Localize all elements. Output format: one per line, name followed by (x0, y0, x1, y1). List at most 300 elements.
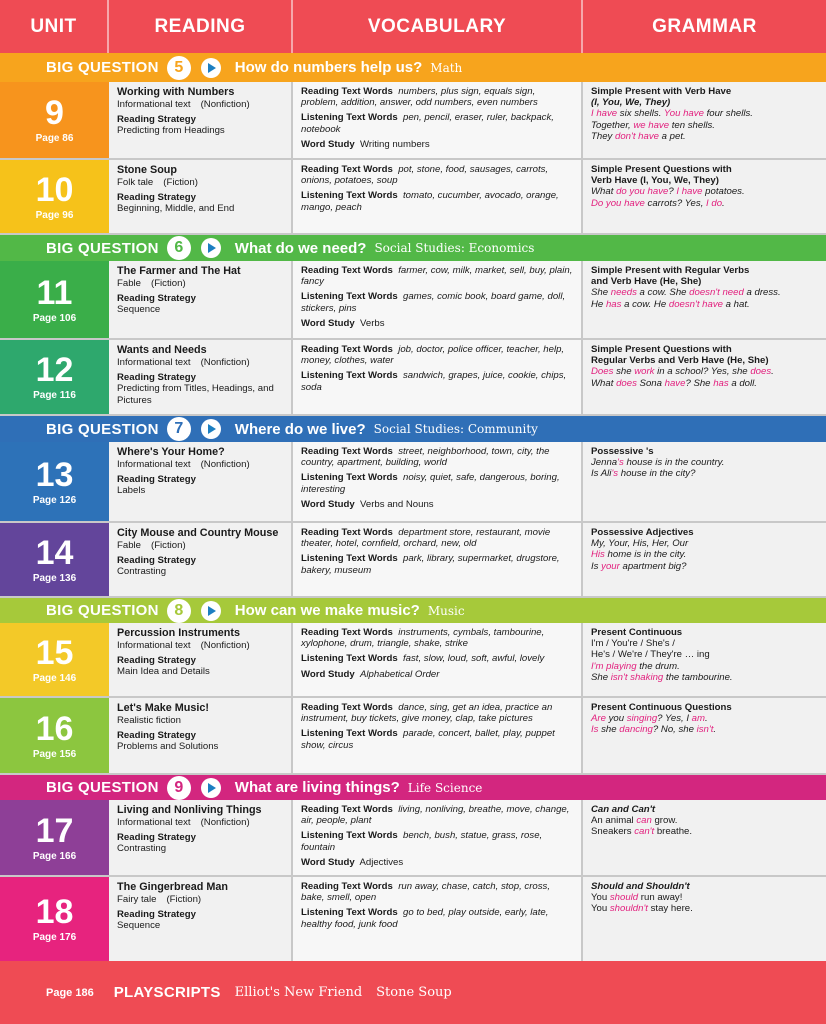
unit-number: 15 (35, 633, 74, 672)
reading-words: job, doctor, police officer, teacher, help, money, clothes, water (301, 344, 565, 367)
grammar-title-2: Regular Verbs and Verb Have (He, She) (591, 355, 769, 367)
listening-words-label: Listening Text Words (301, 370, 398, 382)
grammar-text: What (591, 377, 617, 389)
reading-words: pot, stone, food, sausages, carrots, onions, potatoes, soup (301, 164, 549, 187)
reading-genre-type: (Fiction) (163, 177, 198, 188)
grammar-text: home is in the city. (604, 549, 687, 561)
unit-cell (0, 442, 109, 521)
reading-words-label: Reading Text Words (301, 627, 393, 638)
table-row (0, 261, 826, 340)
unit-number: 16 (35, 709, 74, 748)
big-question-subject: Music (427, 603, 465, 618)
table-row (0, 698, 826, 775)
reading-genre: Informational text (117, 640, 191, 651)
play-icon[interactable] (201, 778, 221, 798)
reading-genre: Fable (117, 278, 141, 289)
unit-cell (0, 261, 109, 338)
grammar-highlight: Does (591, 366, 614, 378)
play-icon[interactable] (201, 58, 221, 78)
listening-words-label: Listening Text Words (301, 112, 398, 124)
unit-cell (0, 160, 109, 233)
reading-strategy-label: Reading Strategy (117, 372, 196, 384)
grammar-text: a hat. (722, 298, 750, 310)
unit-page: Page 156 (32, 748, 77, 760)
grammar-highlight: don't have (615, 130, 659, 142)
reading-strategy: Contrasting (117, 843, 167, 855)
listening-words: fast, slow, loud, soft, awful, lovely (403, 653, 545, 665)
reading-strategy-label: Reading Strategy (117, 474, 196, 486)
reading-words: run away, chase, catch, stop, cross, bake, smell, open (301, 881, 551, 904)
unit-page: Page 136 (32, 572, 77, 584)
reading-genre-type: (Nonfiction) (200, 459, 250, 470)
reading-words: street, neighborhood, town, city, the country, apartment, building, world (301, 446, 550, 469)
grammar-text: Is Ali (591, 468, 612, 480)
listening-words-label: Listening Text Words (301, 830, 398, 842)
big-question-subject: Social Studies: Economics (374, 241, 535, 255)
reading-words-label: Reading Text Words (301, 881, 393, 892)
grammar-text: ? (668, 186, 677, 198)
grammar-highlight: Do you have (591, 197, 645, 209)
listening-words: noisy, quiet, safe, dangerous, boring, interesting (301, 472, 560, 495)
grammar-text: ten shells. (669, 119, 715, 131)
reading-title: Let's Make Music! (117, 702, 209, 714)
unit-number: 17 (35, 811, 74, 850)
big-question-text: Where do we live? (234, 420, 366, 438)
reading-cell (109, 442, 293, 521)
grammar-text: I'm / You're / She's / (591, 638, 675, 650)
reading-title: Percussion Instruments (117, 627, 240, 639)
listening-words: games, comic book, board game, doll, stickers, pins (301, 291, 566, 314)
reading-words: department store, restaurant, movie theater, hotel, cornfield, orchard, new, old (301, 527, 551, 550)
header-vocabulary: VOCABULARY (293, 0, 583, 53)
reading-strategy: Problems and Solutions (117, 741, 219, 753)
reading-title: Stone Soup (117, 164, 177, 176)
grammar-highlight: does (750, 366, 772, 378)
grammar-text: . (704, 713, 708, 725)
listening-words-label: Listening Text Words (301, 653, 398, 665)
grammar-text: the tambourine. (663, 671, 733, 683)
reading-strategy-label: Reading Strategy (117, 832, 196, 844)
grammar-text: ? No, she (652, 724, 697, 736)
word-study: Adjectives (359, 856, 404, 868)
grammar-text: Together, (591, 119, 634, 131)
word-study: Alphabetical Order (360, 668, 440, 680)
play-icon[interactable] (201, 238, 221, 258)
grammar-text: apartment big? (619, 560, 687, 572)
big-question-text: How can we make music? (234, 602, 420, 619)
reading-cell (109, 877, 293, 961)
grammar-highlight: does (616, 377, 637, 389)
grammar-text: she (613, 366, 635, 378)
word-study-label: Word Study (301, 856, 355, 868)
big-question-subject: Social Studies: Community (373, 422, 538, 436)
unit-page: Page 166 (32, 850, 77, 862)
grammar-highlight: can (636, 815, 652, 827)
grammar-text: the drum. (636, 660, 680, 672)
table-header (0, 0, 826, 53)
listening-words: sandwich, grapes, juice, cookie, chips, soda (301, 370, 567, 393)
grammar-cell (583, 160, 826, 233)
listening-words-label: Listening Text Words (301, 728, 398, 740)
reading-title: Working with Numbers (117, 86, 235, 98)
big-question-text: What do we need? (234, 239, 367, 257)
big-question-text: How do numbers help us? (234, 59, 423, 76)
grammar-title: Present Continuous (591, 627, 683, 638)
reading-words-label: Reading Text Words (301, 446, 393, 457)
big-question-bar (0, 416, 826, 442)
grammar-highlight: have (664, 377, 686, 389)
reading-words: numbers, plus sign, equals sign, problem, addition, answer, odd numbers, even numbers (301, 86, 538, 109)
word-study: Writing numbers (360, 138, 430, 150)
unit-cell (0, 877, 109, 961)
grammar-text: four shells. (703, 108, 753, 120)
reading-cell (109, 82, 293, 158)
table-row (0, 340, 826, 416)
reading-title: The Gingerbread Man (117, 881, 228, 893)
word-study-label: Word Study (301, 668, 355, 680)
reading-strategy: Sequence (117, 304, 161, 316)
grammar-highlight: Are (591, 713, 606, 725)
reading-cell (109, 523, 293, 596)
vocabulary-cell (293, 877, 583, 961)
reading-genre-type: (Nonfiction) (200, 99, 250, 110)
grammar-title: Possessive 's (591, 446, 654, 457)
big-question-bar (0, 53, 826, 82)
grammar-cell (583, 261, 826, 338)
unit-cell (0, 82, 109, 158)
grammar-highlight: work (634, 366, 655, 378)
reading-strategy-label: Reading Strategy (117, 909, 196, 921)
grammar-title: Simple Present with Regular Verbs (591, 265, 750, 276)
grammar-text: carrots? Yes, (644, 197, 707, 209)
reading-strategy-label: Reading Strategy (117, 655, 196, 667)
table-row (0, 82, 826, 160)
reading-cell (109, 261, 293, 338)
grammar-text: They (591, 130, 615, 142)
word-study-label: Word Study (301, 498, 355, 510)
unit-page: Page 96 (35, 209, 74, 221)
unit-number: 10 (35, 170, 74, 209)
table-row (0, 877, 826, 961)
grammar-text: a dress. (743, 287, 781, 299)
word-study-label: Word Study (301, 317, 355, 329)
listening-words: go to bed, play outside, early, late, healthy food, junk food (301, 907, 549, 930)
grammar-text: He's / We're / They're … ing (591, 649, 710, 661)
grammar-text: Sona (636, 377, 665, 389)
listening-words: tomato, cucumber, avocado, orange, mango, peach (301, 190, 559, 213)
grammar-text: a pet. (658, 130, 686, 142)
unit-number: 12 (35, 351, 74, 389)
reading-words: instruments, cymbals, tambourine, xylophone, drum, triangle, shake, strike (301, 627, 545, 650)
grammar-title: Present Continuous Questions (591, 702, 732, 713)
table-row (0, 800, 826, 877)
word-study: Verbs (360, 317, 385, 329)
unit-number: 9 (45, 94, 64, 132)
vocabulary-cell (293, 523, 583, 596)
big-question-label: BIG QUESTION (46, 602, 159, 619)
grammar-highlight: I have (591, 108, 618, 120)
listening-words-label: Listening Text Words (301, 907, 398, 919)
listening-words: bench, bush, statue, grass, rose, fountain (301, 830, 543, 853)
grammar-cell (583, 82, 826, 158)
vocabulary-cell (293, 82, 583, 158)
table-row (0, 442, 826, 523)
grammar-highlight: I'm playing (591, 660, 637, 672)
grammar-highlight: can't (634, 826, 655, 838)
grammar-text: in a school? Yes, she (654, 366, 751, 378)
footer-page: Page 186 (46, 986, 94, 999)
reading-words: dance, sing, get an idea, practice an instrument, buy tickets, give money, clap, take pictures (301, 702, 553, 725)
grammar-title: Possessive Adjectives (591, 527, 694, 538)
grammar-text: she (598, 724, 620, 736)
grammar-title: Simple Present Questions with (591, 164, 732, 175)
grammar-text: . (771, 366, 774, 378)
reading-genre: Fable (117, 540, 141, 551)
grammar-highlight: isn't (696, 724, 714, 736)
big-question-number: 8 (167, 599, 191, 623)
big-question-bar (0, 235, 826, 261)
vocabulary-cell (293, 340, 583, 414)
grammar-text: potatoes. (702, 186, 745, 198)
grammar-title-2: (I, You, We, They) (591, 97, 671, 109)
grammar-text: grow. (651, 815, 678, 827)
reading-genre-type: (Fiction) (166, 894, 202, 905)
vocabulary-cell (293, 160, 583, 233)
footer-label: PLAYSCRIPTS (113, 984, 221, 1001)
vocabulary-cell (293, 261, 583, 338)
grammar-cell (583, 523, 826, 596)
grammar-highlight: You have (663, 108, 704, 120)
reading-genre: Informational text (117, 99, 191, 110)
unit-number: 14 (35, 533, 74, 572)
grammar-text: a cow. She (636, 287, 690, 299)
grammar-highlight: am (691, 713, 705, 725)
reading-words-label: Reading Text Words (301, 702, 393, 713)
reading-cell (109, 160, 293, 233)
reading-cell (109, 623, 293, 696)
grammar-highlight: singing (626, 713, 658, 725)
reading-strategy: Predicting from Headings (117, 125, 225, 137)
grammar-text: ? She (685, 377, 714, 389)
unit-page: Page 116 (33, 390, 76, 401)
unit-cell (0, 340, 109, 414)
reading-genre: Realistic fiction (117, 715, 181, 726)
unit-page: Page 146 (32, 672, 77, 684)
grammar-text: He (591, 298, 606, 310)
reading-words-label: Reading Text Words (301, 86, 393, 97)
reading-title: Wants and Needs (117, 344, 207, 356)
grammar-highlight: your (601, 560, 620, 572)
listening-words: parade, concert, ballet, play, puppet show, circus (301, 728, 555, 751)
reading-genre: Informational text (117, 357, 191, 368)
reading-words-label: Reading Text Words (301, 527, 393, 538)
grammar-highlight: dancing (619, 724, 653, 736)
grammar-cell (583, 623, 826, 696)
play-icon[interactable] (201, 601, 221, 621)
grammar-text: you (605, 713, 627, 725)
reading-title: Living and Nonliving Things (117, 804, 262, 816)
unit-cell (0, 523, 109, 596)
playscript-title[interactable]: Elliot's New Friend (234, 985, 363, 1000)
grammar-highlight: doesn't have (668, 298, 723, 310)
grammar-text: Is (591, 560, 602, 572)
vocabulary-cell (293, 698, 583, 773)
grammar-cell (583, 800, 826, 875)
reading-words-label: Reading Text Words (301, 164, 393, 175)
grammar-highlight: needs (610, 287, 637, 299)
vocabulary-cell (293, 442, 583, 521)
reading-words-label: Reading Text Words (301, 265, 393, 276)
grammar-highlight: doesn't need (689, 287, 744, 299)
grammar-highlight: do you have (616, 186, 669, 198)
big-question-bar (0, 775, 826, 800)
reading-strategy-label: Reading Strategy (117, 555, 196, 567)
big-question-text: What are living things? (234, 779, 400, 796)
grammar-highlight: 's (617, 457, 624, 469)
grammar-highlight: shouldn't (609, 903, 648, 915)
grammar-highlight: 's (611, 468, 619, 480)
table-row (0, 160, 826, 235)
big-question-subject: Math (430, 60, 463, 75)
big-question-number: 7 (167, 417, 191, 441)
unit-cell (0, 800, 109, 875)
reading-strategy: Beginning, Middle, and End (117, 203, 235, 215)
reading-cell (109, 800, 293, 875)
reading-cell (109, 698, 293, 773)
grammar-title: Should and Shouldn't (591, 881, 690, 892)
reading-title: The Farmer and The Hat (117, 265, 241, 277)
reading-genre-type: (Nonfiction) (200, 357, 250, 368)
unit-page: Page 86 (35, 133, 74, 144)
header-unit: UNIT (0, 0, 109, 53)
grammar-text: Jenna (591, 457, 618, 469)
big-question-number: 5 (167, 56, 191, 80)
unit-number: 18 (35, 893, 74, 931)
big-question-subject: Life Science (407, 780, 483, 795)
reading-genre-type: (Nonfiction) (200, 817, 250, 828)
listening-words-label: Listening Text Words (301, 472, 398, 484)
grammar-text: run away! (638, 892, 683, 904)
reading-genre-type: (Fiction) (151, 278, 186, 289)
listening-words-label: Listening Text Words (301, 291, 398, 303)
reading-genre: Folk tale (117, 177, 154, 188)
reading-strategy: Main Idea and Details (117, 666, 210, 678)
grammar-text: ? Yes, I (657, 713, 692, 725)
big-question-label: BIG QUESTION (46, 59, 159, 76)
reading-genre: Informational text (117, 459, 191, 470)
reading-title: Where's Your Home? (117, 446, 225, 458)
grammar-cell (583, 698, 826, 773)
grammar-highlight: I do (706, 197, 723, 209)
unit-page: Page 176 (32, 932, 77, 943)
header-grammar: GRAMMAR (652, 15, 757, 37)
grammar-text: My, Your, His, Her, Our (591, 538, 689, 550)
table-row (0, 523, 826, 598)
big-question-bar (0, 598, 826, 623)
grammar-text: a cow. He (621, 298, 669, 310)
grammar-highlight: His (591, 549, 605, 561)
reading-words: farmer, cow, milk, market, sell, buy, plain, fancy (301, 265, 573, 288)
playscripts-footer (0, 961, 826, 1024)
reading-strategy-label: Reading Strategy (117, 293, 196, 305)
grammar-text: breathe. (654, 826, 693, 838)
grammar-text: She (591, 287, 611, 299)
header-reading: READING (109, 0, 293, 53)
reading-title: City Mouse and Country Mouse (117, 527, 279, 539)
unit-page: Page 126 (32, 494, 77, 506)
grammar-text: stay here. (647, 903, 693, 915)
unit-cell (0, 698, 109, 773)
listening-words: park, library, supermarket, drugstore, bakery, museum (301, 553, 560, 576)
grammar-text: You (591, 892, 610, 904)
listening-words: pen, pencil, eraser, ruler, backpack, notebook (301, 112, 554, 135)
reading-genre: Informational text (117, 817, 191, 828)
grammar-highlight: Is (591, 724, 599, 736)
reading-strategy: Sequence (117, 920, 161, 932)
vocabulary-cell (293, 800, 583, 875)
unit-page: Page 106 (32, 312, 77, 324)
reading-strategy: Predicting from Titles, Headings, and Pictures (117, 383, 274, 406)
big-question-label: BIG QUESTION (46, 420, 159, 438)
grammar-text: You (591, 903, 610, 915)
reading-strategy: Labels (117, 485, 146, 497)
grammar-cell (583, 442, 826, 521)
word-study-label: Word Study (301, 138, 355, 150)
reading-strategy-label: Reading Strategy (117, 114, 196, 126)
reading-genre-type: (Nonfiction) (200, 640, 250, 651)
listening-words-label: Listening Text Words (301, 553, 398, 565)
big-question-label: BIG QUESTION (46, 779, 159, 796)
table-row (0, 623, 826, 698)
reading-words-label: Reading Text Words (301, 804, 393, 815)
grammar-highlight: should (609, 892, 639, 904)
big-question-label: BIG QUESTION (46, 239, 159, 257)
grammar-text: . (713, 724, 717, 736)
reading-strategy-label: Reading Strategy (117, 730, 196, 742)
reading-genre-type: (Fiction) (151, 540, 186, 551)
vocabulary-cell (293, 623, 583, 696)
reading-genre: Fairy tale (117, 894, 157, 905)
grammar-text: What (591, 186, 617, 198)
big-question-number: 9 (167, 776, 191, 800)
playscript-title[interactable]: Stone Soup (376, 985, 452, 1000)
grammar-text: Sneakers (591, 826, 635, 838)
grammar-title-2: and Verb Have (He, She) (591, 276, 702, 288)
grammar-title: Simple Present with Verb Have (591, 86, 732, 97)
word-study: Verbs and Nouns (360, 498, 434, 510)
grammar-text: She (591, 671, 611, 683)
grammar-text: six shells. (617, 108, 664, 120)
grammar-title: Simple Present Questions with (591, 344, 732, 355)
grammar-highlight: has (605, 298, 622, 310)
grammar-text: . (722, 197, 725, 209)
grammar-text: An animal (591, 815, 637, 827)
listening-words-label: Listening Text Words (301, 190, 398, 202)
reading-cell (109, 340, 293, 414)
grammar-cell (583, 877, 826, 961)
reading-strategy: Contrasting (117, 566, 167, 578)
unit-number: 11 (36, 273, 73, 312)
grammar-cell (583, 340, 826, 414)
play-icon[interactable] (201, 419, 221, 439)
grammar-title-2: Verb Have (I, You, We, They) (591, 175, 719, 187)
big-question-number: 6 (167, 236, 191, 260)
grammar-text: house in the city? (618, 468, 696, 480)
reading-words-label: Reading Text Words (301, 344, 393, 355)
grammar-title: Can and Can't (591, 804, 656, 815)
grammar-highlight: we have (633, 119, 670, 131)
grammar-text: a doll. (728, 377, 757, 389)
